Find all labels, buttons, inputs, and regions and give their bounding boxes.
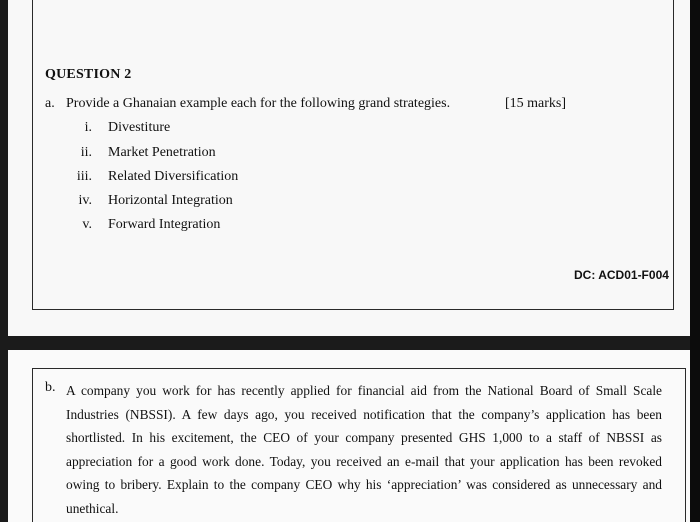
page-edge-shadow xyxy=(690,0,700,522)
list-item-number: v. xyxy=(82,217,92,232)
question-a-prompt: Provide a Ghanaian example each for the following grand strategies. xyxy=(66,96,451,111)
document-page-bottom xyxy=(8,350,694,522)
question-a-letter: a. xyxy=(45,96,55,111)
document-page-top xyxy=(8,0,690,336)
question-b-text: A company you work for has recently applied for financial aid from the National Board of Small Scale Industries (NBSSI). A few days ago, you received notification that the company’s application has been shortlisted. In his excitement, the CEO of your company presented GHS 1,000 to a staff of NBSSI as appreciation for a good work done. Today, you received an e-mail that your application has been revoked owing to bribery. Explain to the company CEO why his ‘appreciation’ was considered as unnecessary and unethical. xyxy=(66,383,662,516)
list-item-label: Market Penetration xyxy=(108,145,216,160)
list-item-number: i. xyxy=(84,120,92,135)
list-item-number: iv. xyxy=(78,193,92,208)
document-code: DC: ACD01-F004 xyxy=(574,268,669,282)
list-item-number: iii. xyxy=(76,169,92,184)
list-item-label: Horizontal Integration xyxy=(108,193,233,208)
list-item-number: ii. xyxy=(80,145,92,160)
list-item-label: Divestiture xyxy=(108,120,171,135)
list-item-label: Related Diversification xyxy=(108,169,239,184)
question-a-marks: [15 marks] xyxy=(505,96,567,111)
question-b-letter: b. xyxy=(45,380,56,395)
question-heading: QUESTION 2 xyxy=(45,67,132,82)
list-item-label: Forward Integration xyxy=(108,217,221,232)
